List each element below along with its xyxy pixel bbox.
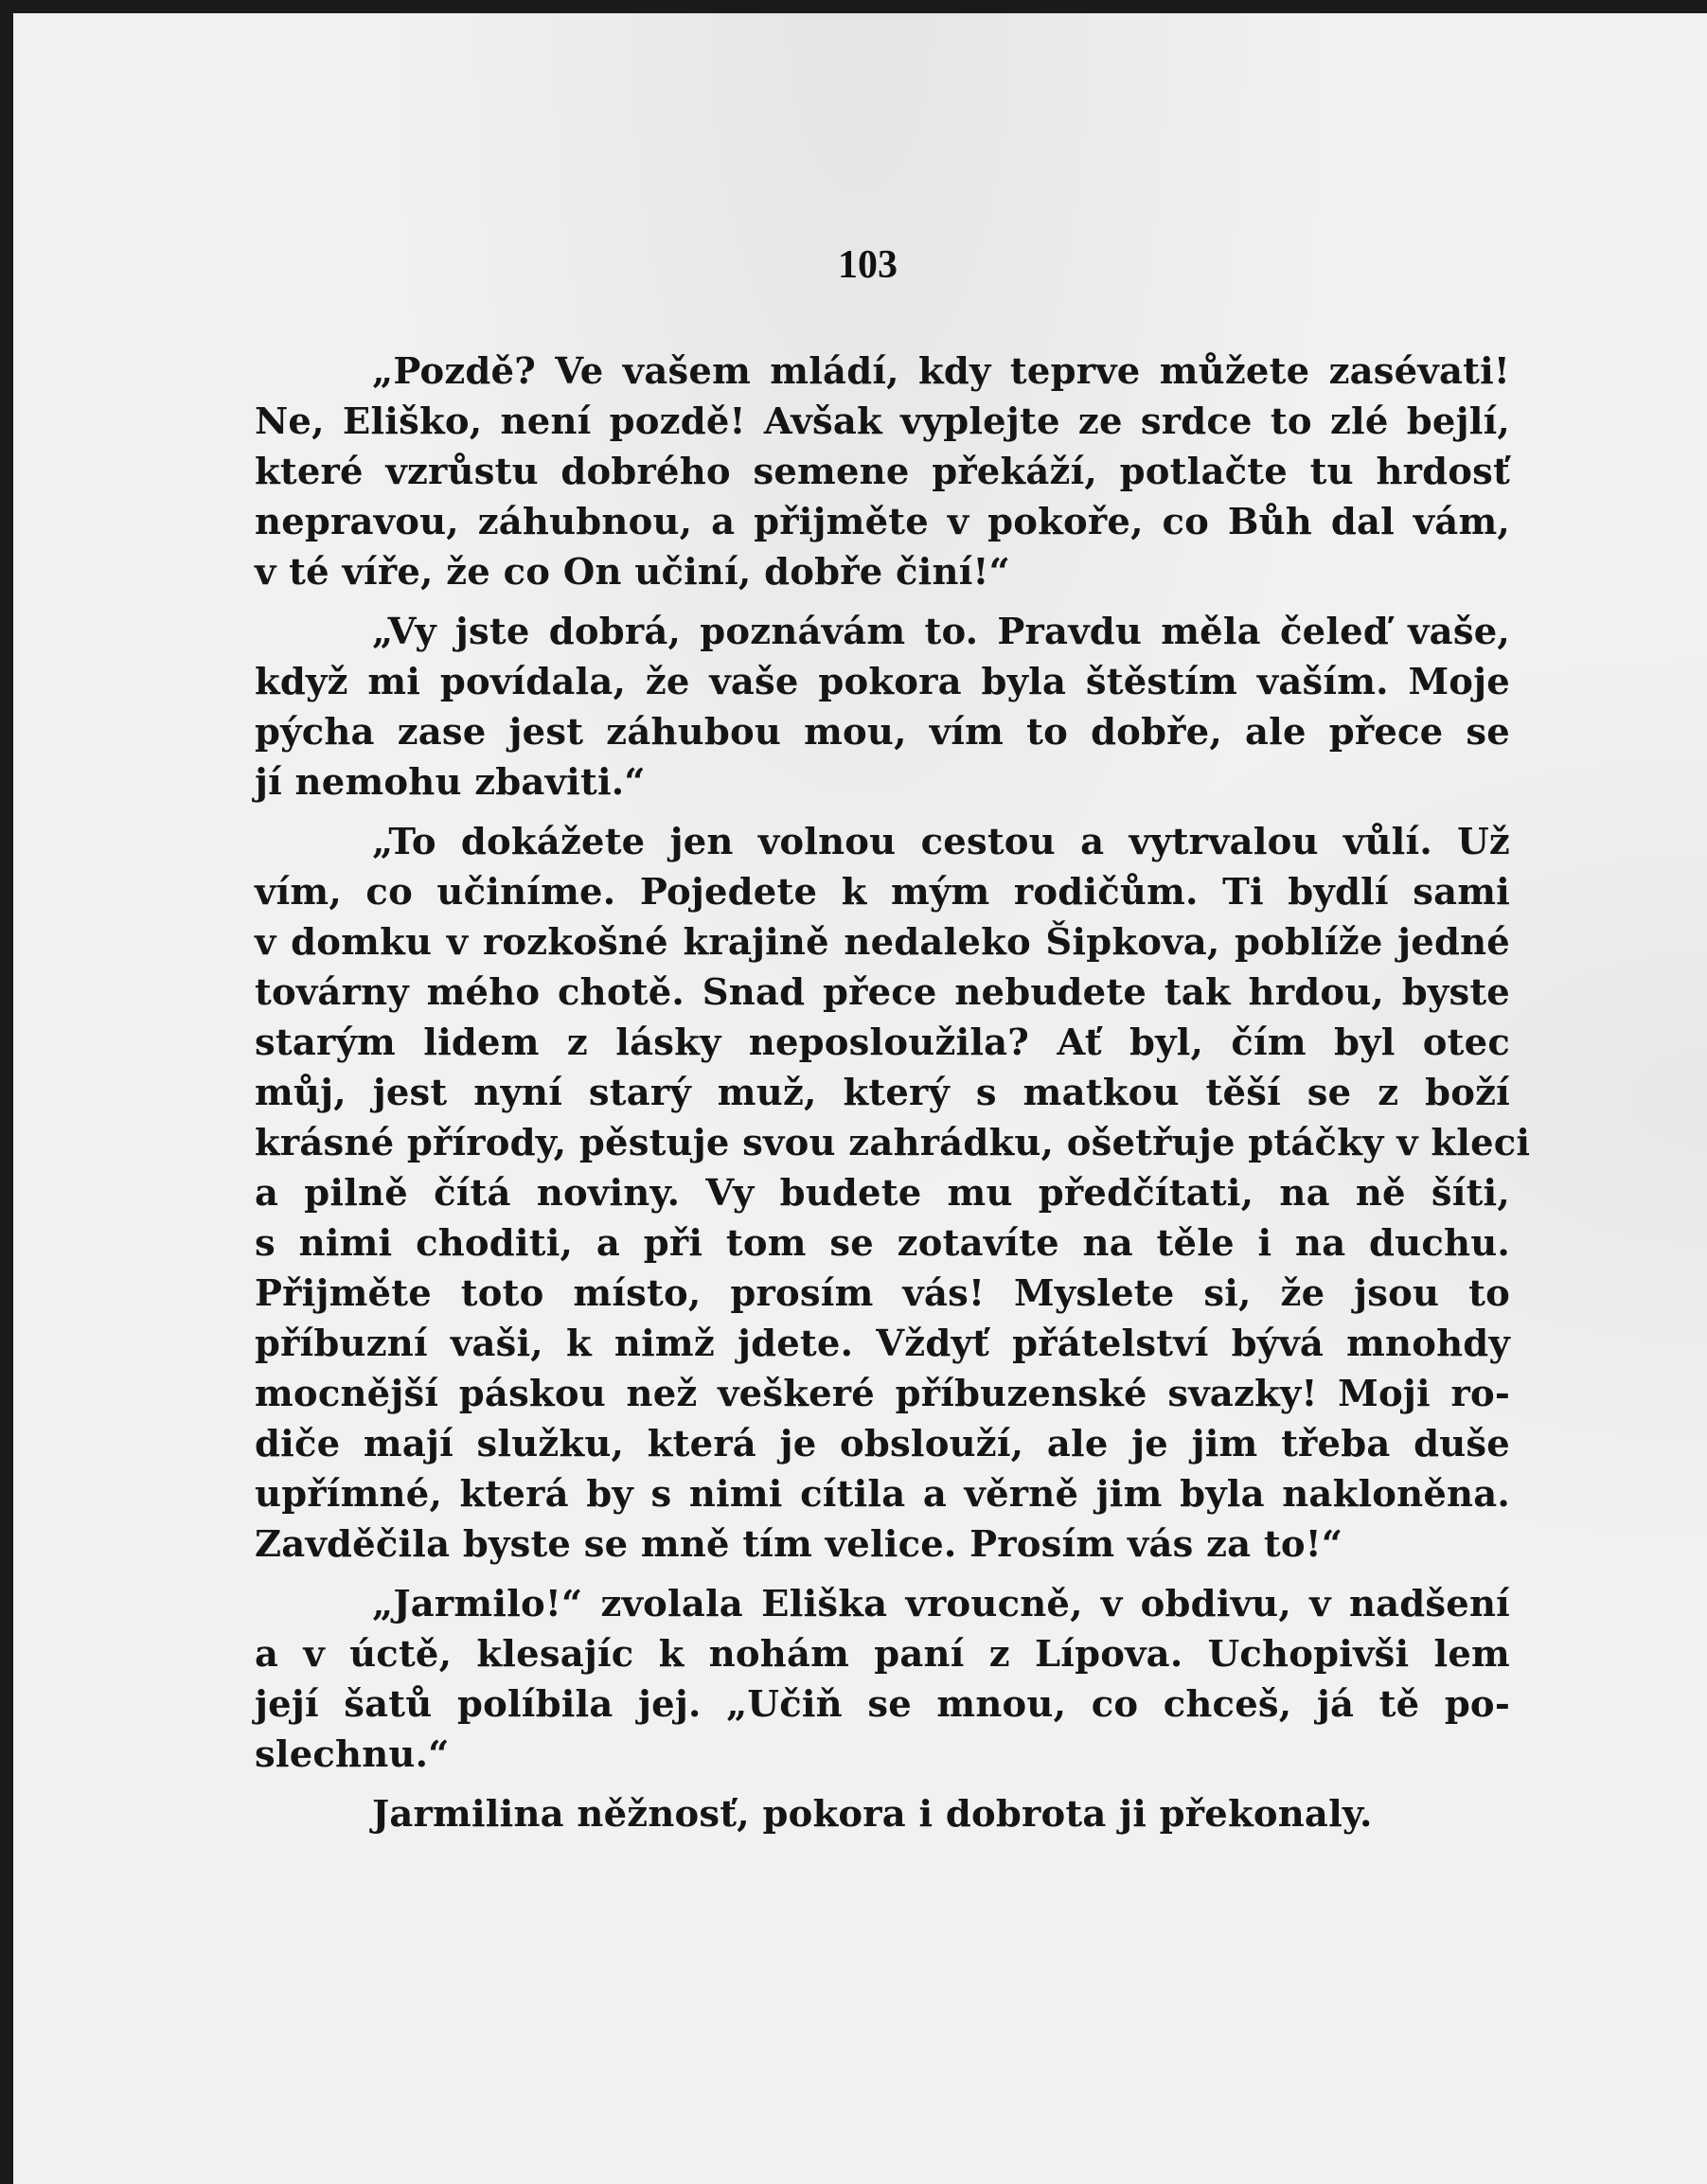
text-line: „Vy jste dobrá, poznávám to. Pravdu měla čeleď vaše, — [372, 611, 1510, 653]
page-number: 103 — [838, 243, 898, 287]
text-line: příbuzní vaši, k nimž jdete. Vždyť přátelství bývá mnohdy — [255, 1323, 1510, 1365]
text-line: „Pozdě? Ve vašem mládí, kdy teprve můžete zasévati! — [372, 350, 1510, 393]
text-line: které vzrůstu dobrého semene překáží, potlačte tu hrdosť — [255, 451, 1510, 493]
text-line: když mi povídala, že vaše pokora byla štěstím vaším. Moje — [255, 661, 1510, 703]
text-line: s nimi choditi, a při tom se zotavíte na těle i na duchu. — [255, 1222, 1510, 1265]
text-line: a v úctě, klesajíc k nohám paní z Lípova. Uchopivši lem — [255, 1633, 1510, 1676]
text-line: v domku v rozkošné krajině nedaleko Šipkova, poblíže jedné — [255, 921, 1510, 964]
text-line: můj, jest nyní starý muž, který s matkou těší se z boží — [255, 1072, 1510, 1114]
paragraph-4 — [255, 1579, 1510, 1780]
text-line: Zavděčila byste se mně tím velice. Prosím vás za to!“ — [255, 1523, 1343, 1566]
text-line: upřímné, která by s nimi cítila a věrně jim byla nakloněna. — [255, 1473, 1510, 1516]
text-line: Ne, Eliško, není pozdě! Avšak vyplejte ze srdce to zlé bejlí, — [255, 400, 1510, 443]
text-line: diče mají služku, která je obslouží, ale je jim třeba duše — [255, 1423, 1510, 1465]
text-line: nepravou, záhubnou, a přijměte v pokoře, co Bůh dal vám, — [255, 501, 1510, 543]
text-line: Přijměte toto místo, prosím vás! Myslete si, že jsou to — [255, 1272, 1510, 1315]
paragraph-5 — [255, 1789, 1510, 1839]
text-line: továrny mého chotě. Snad přece nebudete tak hrdou, byste — [255, 971, 1510, 1014]
text-line: jí nemohu zbaviti.“ — [255, 761, 646, 804]
text-line: „Jarmilo!“ zvolala Eliška vroucně, v obdivu, v nadšení — [372, 1583, 1510, 1625]
text-line: starým lidem z lásky neposloužila? Ať byl, čím byl otec — [255, 1021, 1510, 1064]
text-line: Jarmilina něžnosť, pokora i dobrota ji překonaly. — [372, 1793, 1373, 1836]
page-text — [255, 346, 1531, 1839]
paragraph-2 — [255, 607, 1510, 808]
paragraph-1 — [255, 346, 1510, 597]
text-line: vím, co učiníme. Pojedete k mým rodičům. Ti bydlí sami — [255, 871, 1510, 914]
text-line: „To dokážete jen volnou cestou a vytrvalou vůlí. Už — [372, 821, 1510, 863]
text-line: a pilně čítá noviny. Vy budete mu předčítati, na ně šíti, — [255, 1172, 1510, 1215]
text-line: pýcha zase jest záhubou mou, vím to dobře, ale přece se — [255, 711, 1510, 754]
book-page — [13, 13, 1707, 2184]
paragraph-3 — [255, 817, 1531, 1570]
text-line: mocnější páskou než veškeré příbuzenské svazky! Moji ro- — [255, 1373, 1510, 1415]
text-line: její šatů políbila jej. „Učiň se mnou, co chceš, já tě po- — [255, 1683, 1510, 1726]
text-line: v té víře, že co On učiní, dobře činí!“ — [255, 551, 1010, 594]
text-line: krásné přírody, pěstuje svou zahrádku, ošetřuje ptáčky v kleci — [255, 1122, 1531, 1164]
text-line: slechnu.“ — [255, 1733, 450, 1776]
